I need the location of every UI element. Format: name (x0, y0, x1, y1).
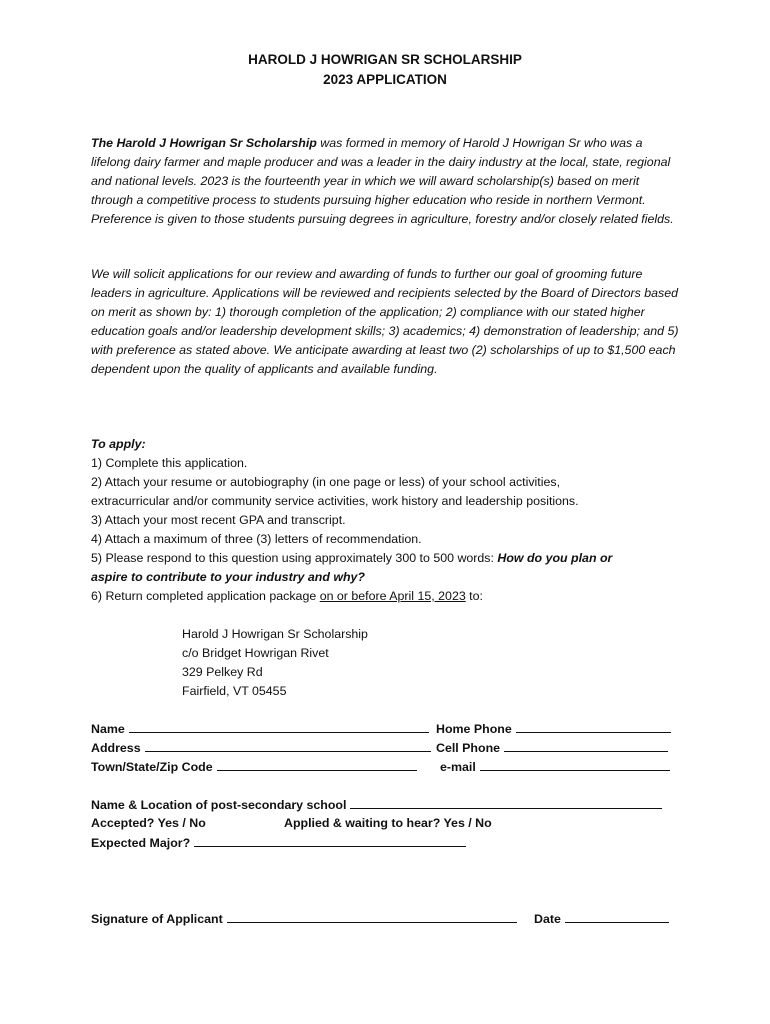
school-field[interactable] (91, 797, 662, 812)
town-field[interactable] (91, 759, 417, 774)
apply-step-3: 3) Attach your most recent GPA and transcript. (91, 513, 346, 527)
school-label: Name & Location of post-secondary school (91, 798, 347, 812)
document-subtitle: 2023 APPLICATION (323, 72, 447, 87)
apply-step-2-line2: extracurricular and/or community service activities, work history and leadership positions. (91, 494, 579, 508)
applied-label[interactable]: Applied & waiting to hear? Yes / No (284, 816, 492, 830)
apply-step-4: 4) Attach a maximum of three (3) letters of recommendation. (91, 532, 422, 546)
apply-step-5-question-cont: aspire to contribute to your industry and why? (91, 570, 365, 584)
cell-phone-blank[interactable] (504, 740, 668, 752)
name-blank[interactable] (129, 721, 429, 733)
apply-step-1: 1) Complete this application. (91, 456, 248, 470)
apply-step-2-line1: 2) Attach your resume or autobiography (in one page or less) of your school activities, (91, 475, 561, 489)
email-label: e-mail (440, 760, 476, 774)
town-blank[interactable] (217, 759, 417, 771)
solicit-paragraph: We will solicit applications for our review and awarding of funds to further our goal of grooming future leaders in agriculture. Applications will be reviewed and recipients selected by the Board of Directors based on merit as shown by: 1) thorough completion of the application; 2) compliance with our stated higher education goals and/or leadership development skills; 3) academics; 4) demonstration of leadership; and 5) with preference as stated above. We anticipate awarding at least two (2) scholarships of up to $1,500 each dependent upon the quality of applicants and available funding. (91, 267, 679, 376)
signature-blank[interactable] (227, 911, 517, 923)
cell-phone-field[interactable] (436, 740, 668, 755)
intro-text: was formed in memory of Harold J Howrigan Sr who was a lifelong dairy farmer and maple producer and was a leader in the dairy industry at the local, state, regional and national levels. 2023 is the fourteenth year in which we will award scholarship(s) based on merit through a competitive process to students pursuing higher education who reside in northern Vermont. Preference is given to those students pursuing degrees in agriculture, forestry and/or closely related fields. (91, 136, 674, 226)
home-phone-blank[interactable] (516, 721, 671, 733)
apply-step-6-text: 6) Return completed application package (91, 589, 320, 603)
major-field[interactable] (91, 835, 466, 850)
accepted-field[interactable] (91, 816, 206, 830)
date-blank[interactable] (565, 911, 669, 923)
home-phone-label: Home Phone (436, 722, 512, 736)
date-label: Date (534, 912, 561, 926)
address-label: Address (91, 741, 141, 755)
signature-field[interactable] (91, 911, 517, 926)
date-field[interactable] (534, 911, 669, 926)
major-label: Expected Major? (91, 836, 191, 850)
apply-step-5-text: 5) Please respond to this question using approximately 300 to 500 words: (91, 551, 498, 565)
apply-step-6-suffix: to: (465, 589, 483, 603)
town-label: Town/State/Zip Code (91, 760, 213, 774)
intro-lead: The Harold J Howrigan Sr Scholarship (91, 136, 317, 150)
address-blank[interactable] (145, 740, 431, 752)
apply-step-6 (91, 589, 483, 603)
mailing-address-line4: Fairfield, VT 05455 (182, 684, 287, 698)
mailing-address-line1: Harold J Howrigan Sr Scholarship (182, 627, 368, 641)
school-blank[interactable] (350, 797, 662, 809)
email-blank[interactable] (480, 759, 670, 771)
apply-step-5-question: How do you plan or (497, 551, 613, 565)
name-label: Name (91, 722, 125, 736)
cell-phone-label: Cell Phone (436, 741, 501, 755)
intro-paragraph (91, 134, 681, 229)
applied-field[interactable] (284, 816, 492, 830)
document-title: HAROLD J HOWRIGAN SR SCHOLARSHIP (248, 52, 522, 67)
email-field[interactable] (440, 759, 670, 774)
apply-deadline: on or before April 15, 2023 (319, 589, 466, 603)
address-field[interactable] (91, 740, 431, 755)
accepted-label[interactable]: Accepted? Yes / No (91, 816, 206, 830)
mailing-address-line3: 329 Pelkey Rd (182, 665, 263, 679)
home-phone-field[interactable] (436, 721, 671, 736)
mailing-address-line2: c/o Bridget Howrigan Rivet (182, 646, 329, 660)
major-blank[interactable] (194, 835, 466, 847)
signature-label: Signature of Applicant (91, 912, 223, 926)
name-field[interactable] (91, 721, 429, 736)
apply-heading: To apply: (91, 437, 146, 451)
apply-step-5 (91, 551, 612, 565)
